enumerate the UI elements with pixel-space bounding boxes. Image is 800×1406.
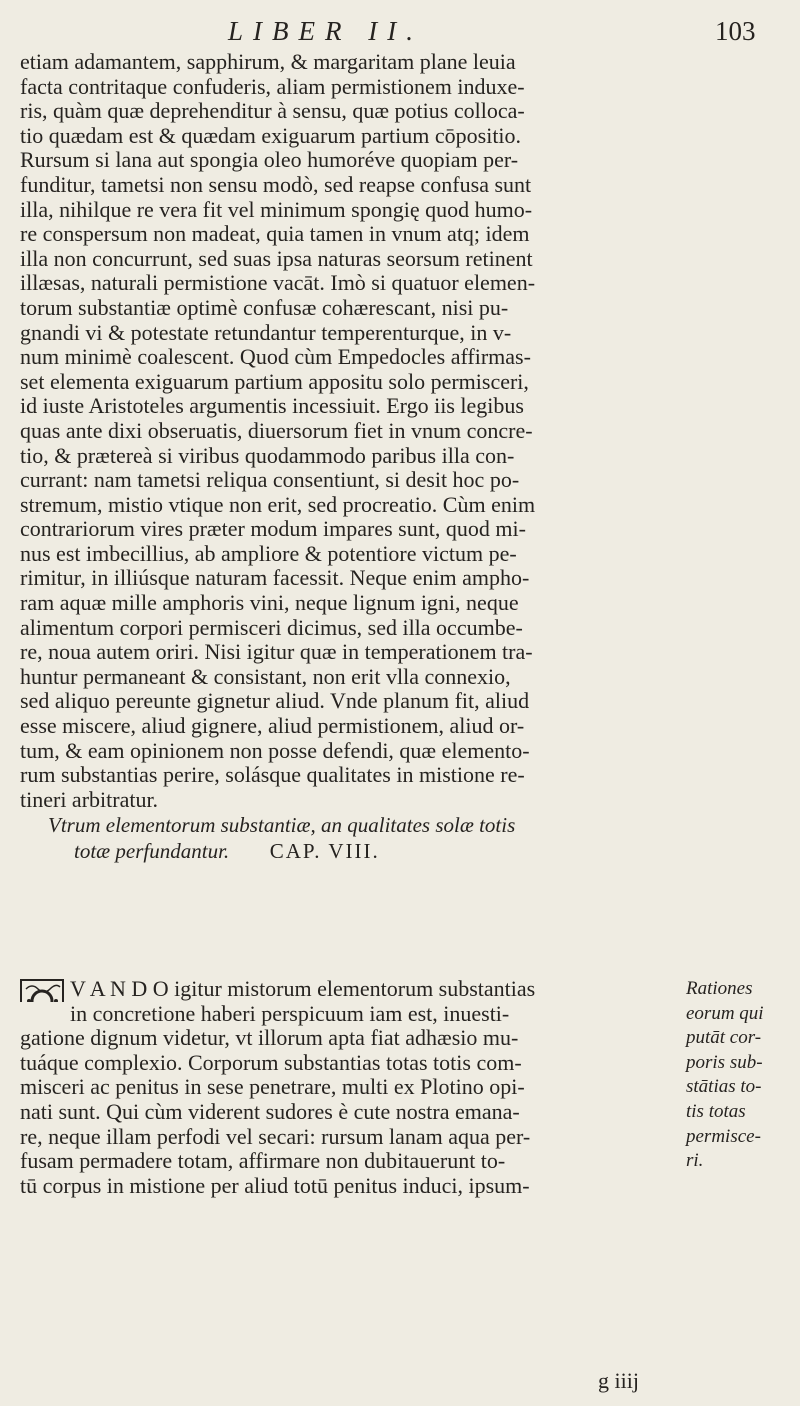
text-line: sed aliquo pereunte gignetur aliud. Vnde planum fit, aliud [20,689,530,714]
margin-note: permisce- [686,1125,761,1147]
text-line: nus est imbecillius, ab ampliore & potentiore victum pe- [20,541,517,566]
text-line: tineri arbitratur. [20,787,159,812]
text-line: ris, quàm quæ deprehenditur à sensu, quæ potius colloca- [20,99,525,124]
margin-note: eorum qui [686,1002,764,1024]
text-line: funditur, tametsi non sensu modò, sed reapse confusa sunt [20,172,532,197]
margin-note [682,1174,780,1199]
chapter-line-text: tuáque complexio. Corporum substantias totas totis com- [20,1050,522,1075]
chapter-line [20,1174,780,1199]
text-line: ram aquæ mille amphoris vini, neque lignum igni, neque [20,591,519,616]
chapter-line-text: nati sunt. Qui cùm viderent sudores è cute nostra emana- [20,1099,520,1124]
text-line: id iuste Aristoteles argumentis incessiuit. Ergo iis legibus [20,394,524,419]
chapter-line [20,1002,780,1027]
text-line: set elementa exiguarum partium appositu solo permisceri, [20,369,529,394]
text-line: illæsas, naturali permistione vacāt. Imò si quatuor elemen- [20,271,536,296]
text-line: rimitur, in illiúsque naturam facessit. Neque enim ampho- [20,566,530,591]
running-title: LIBER II. [228,16,423,46]
chapter-line [20,1100,780,1125]
chapter-line [20,1051,780,1076]
chapter-text [20,977,780,1198]
margin-note: putāt cor- [686,1027,762,1049]
text-line: stremum, mistio vtique non erit, sed procreatio. Cùm enim [20,492,536,517]
signature-mark: g iiij [598,1368,639,1393]
margin-note: Rationes [686,978,753,999]
margin-note: stātias to- [686,1076,762,1098]
text-line: tum, & eam opinionem non posse defendi, quæ elemento- [20,738,530,763]
text-line: illa non concurrunt, sed suas ipsa naturas seorsum retinent [20,246,533,271]
text-line: torum substantiæ optimè confusæ cohærescant, nisi pu- [20,295,509,320]
text-line: quas ante dixi obseruatis, diuersorum fiet in vnum concre- [20,418,533,443]
chapter-heading-continued [74,838,766,864]
chapter-line [20,977,780,1002]
text-line: contrariorum vires præter modum impares sunt, quod mi- [20,517,526,542]
margin-note: tis totas [686,1100,746,1122]
main-text [20,50,766,864]
chapter-line-text: tū corpus in mistione per aliud totū penitus induci, ipsum- [20,1173,530,1198]
chapter-line-text: re, neque illam perfodi vel secari: rursum lanam aqua per- [20,1124,531,1149]
chapter-line [20,1075,780,1100]
text-line: gnandi vi & potestate retundantur temperenturque, in v- [20,320,512,345]
text-line: re conspersum non madeat, quia tamen in vnum atq; idem [20,222,530,247]
text-line: facta contritaque confuderis, aliam permistionem induxe- [20,74,525,99]
ornamental-initial-icon [20,979,64,1002]
text-line: num minimè coalescent. Quod cùm Empedocles affirmas- [20,345,531,370]
chapter-line-text: misceri ac penitus in sese penetrare, multi ex Plotino opi- [20,1075,525,1100]
margin-note: poris sub- [686,1051,763,1073]
text-line: alimentum corpori permisceri dicimus, sed illa occumbe- [20,615,523,640]
chapter-heading [48,812,766,838]
chapter-line [20,1026,780,1051]
chapter-line-text: fusam permadere totam, affirmare non dubitauerunt to- [20,1149,506,1174]
text-line: etiam adamantem, sapphirum, & margaritam plane leuia [20,50,516,74]
chapter-line [20,1149,780,1174]
text-line: esse miscere, aliud gignere, aliud permistionem, aliud or- [20,714,525,739]
chapter-line-text: in concretione haberi perspicuum iam est, inuesti- [70,1001,510,1026]
chapter-title-line: totæ perfundantur. [74,839,230,864]
chapter-line-text: gatione dignum videtur, vt illorum apta fiat adhæsio mu- [20,1026,519,1051]
text-line: tio quædam est & quædam exiguarum partium cōpositio. [20,123,522,148]
chapter-line-text: V A N D O igitur mistorum elementorum substantias [70,977,536,1001]
chapter-line [20,1125,780,1150]
text-line: currant: nam tametsi reliqua consentiunt, si desit hoc po- [20,468,520,493]
chapter-number: CAP. VIII. [269,839,380,864]
text-line: illa, nihilque re vera fit vel minimum spongię quod humo- [20,197,533,222]
text-line: tio, & prætereà si viribus quodammodo paribus illa con- [20,443,515,468]
margin-note: ri. [686,1150,704,1172]
page-number: 103 [715,16,756,46]
text-line: Rursum si lana aut spongia oleo humoréve quopiam per- [20,148,519,173]
text-line: huntur permaneant & consistant, non erit vlla connexio, [20,664,511,689]
page-header [0,14,800,54]
chapter-title-line: Vtrum elementorum substantiæ, an qualitates solæ totis [48,813,516,838]
text-line: rum substantias perire, solásque qualitates in mistione re- [20,763,525,788]
text-line: re, noua autem oriri. Nisi igitur quæ in temperationem tra- [20,640,533,665]
